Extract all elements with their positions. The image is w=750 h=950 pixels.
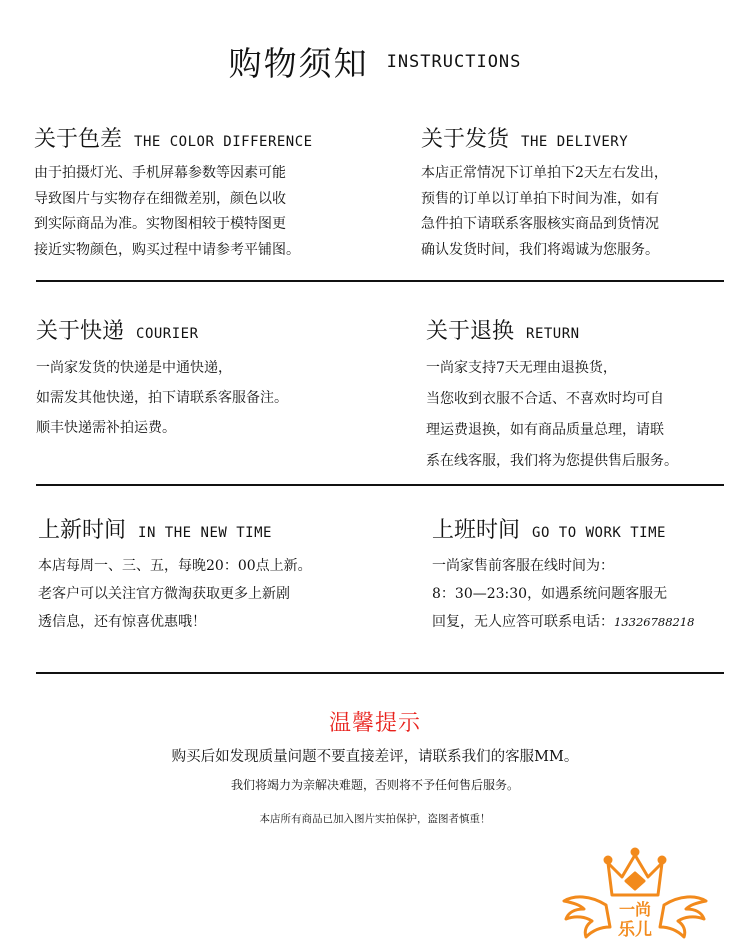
section-heading [432, 513, 694, 544]
body-line: 预售的订单以订单拍下时间为准，如有 [421, 190, 659, 207]
body-line: 导致图片与实物存在细微差别，颜色以收 [34, 190, 286, 207]
body-line: 理运费退换，如有商品质量总理，请联 [426, 422, 664, 438]
section-title-en: COURIER [136, 326, 199, 342]
section-title: 关于发货 [421, 127, 510, 152]
section-title-en: RETURN [526, 326, 580, 342]
section-title-en: THE DELIVERY [521, 134, 629, 150]
section-heading [34, 122, 313, 153]
section-body [421, 161, 668, 263]
section-title: 关于退换 [426, 319, 515, 344]
section-body [432, 552, 694, 636]
tips-line: 我们将竭力为亲解决难题，否则将不予任何售后服务。 [230, 778, 519, 792]
body-line: 本店每周一、三、五，每晚20：00点上新。 [38, 558, 312, 574]
body-line: 由于拍摄灯光、手机屏幕参数等因素可能 [34, 165, 286, 181]
body-line [432, 608, 694, 636]
body-line: 接近实物颜色，购买过程中请参考平铺图。 [34, 241, 300, 258]
crown-icon [605, 849, 665, 895]
section-return [426, 314, 678, 477]
section-heading [421, 122, 668, 153]
body-line: 8：30—23:30，如遇系统问题客服无 [432, 586, 668, 602]
section-heading [38, 513, 312, 544]
section-work-time [432, 513, 694, 636]
section-title: 上新时间 [38, 518, 127, 543]
phone-number: 13326788218 [614, 615, 695, 629]
section-title-en: GO TO WORK TIME [532, 525, 666, 541]
left-wing-icon [564, 897, 610, 937]
section-new-time [38, 513, 312, 636]
body-line: 透信息，还有惊喜优惠哦！ [38, 614, 206, 630]
divider [36, 672, 724, 674]
section-delivery [421, 122, 668, 263]
section-body [34, 161, 313, 263]
section-title-en: IN THE NEW TIME [138, 525, 272, 541]
body-line: 顺丰快递需补拍运费。 [36, 420, 176, 436]
section-heading [36, 314, 288, 345]
section-color-difference [34, 122, 313, 263]
page-title: 购物须知 [228, 44, 369, 83]
body-line: 急件拍下请联系客服核实商品到货情况 [421, 216, 659, 232]
body-line: 系在线客服，我们将为您提供售后服务。 [426, 453, 678, 469]
body-line: 老客户可以关注官方微淘获取更多上新剧 [38, 586, 290, 602]
logo-text-line1: 一尚 [618, 900, 652, 919]
divider [36, 484, 724, 486]
right-wing-icon [660, 897, 706, 937]
section-title: 上班时间 [432, 518, 521, 543]
brand-logo [560, 843, 710, 943]
body-line: 如需发其他快递，拍下请联系客服备注。 [36, 390, 288, 406]
section-heading [426, 314, 678, 345]
section-body [38, 552, 312, 636]
page-header [0, 38, 750, 85]
section-body [426, 353, 678, 477]
body-line: 一尚家发货的快递是中通快递， [36, 360, 232, 376]
body-line-text: 回复，无人应答可联系电话： [432, 614, 614, 630]
tips-line: 购买后如发现质量问题不要直接差评，请联系我们的客服MM。 [171, 749, 579, 765]
body-line: 当您收到衣服不合适、不喜欢时均可自 [426, 391, 664, 407]
brand-logo-graphic [560, 843, 710, 943]
tips-line: 本店所有商品已加入图片实拍保护，盗图者慎重！ [259, 813, 491, 825]
section-title-en: THE COLOR DIFFERENCE [134, 134, 313, 150]
body-line: 一尚家支持7天无理由退换货， [426, 360, 617, 376]
section-title: 关于快递 [36, 319, 125, 344]
divider [36, 280, 724, 282]
body-line: 本店正常情况下订单拍下2天左右发出， [421, 165, 668, 181]
section-body [36, 353, 288, 443]
body-line: 到实际商品为准。实物图相较于模特图更 [34, 216, 286, 232]
logo-text-line2: 乐儿 [618, 920, 652, 940]
section-courier [36, 314, 288, 443]
section-title: 关于色差 [34, 127, 123, 152]
body-line: 确认发货时间，我们将竭诚为您服务。 [421, 241, 659, 258]
page-title-en: INSTRUCTIONS [386, 51, 522, 72]
tips-title: 温馨提示 [328, 711, 421, 736]
body-line: 一尚家售前客服在线时间为： [432, 558, 614, 574]
